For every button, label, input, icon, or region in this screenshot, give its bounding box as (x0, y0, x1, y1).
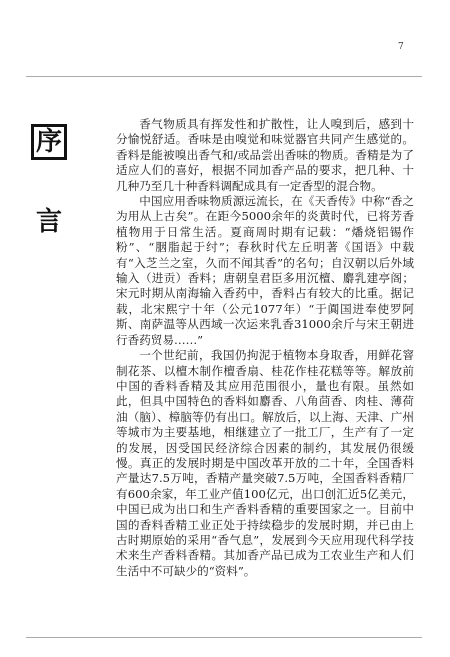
page-number: 7 (398, 42, 404, 52)
body-text (116, 117, 414, 579)
paragraph: 香气物质具有挥发性和扩散性，让人嗅到后，感到十分愉悦舒适。香味是由嗅觉和味觉器官共同产生感觉的。香料是能被嗅出香气和/或品尝出香味的物质。香精是为了适应人们的喜好，根据不同加香产品的要求，把几种、十几种乃至几十种香料调配成具有一定香型的混合物。 (116, 117, 414, 193)
bottom-rule (26, 637, 422, 638)
title-char-words: 言 (35, 207, 62, 237)
top-rule (26, 76, 422, 77)
title-char-preface: 序 (31, 124, 67, 160)
paragraph: 中国应用香味物质源远流长，在《天香传》中称“香之为用从上古矣”。在距今5000余年的炎黄时代，已将芳香植物用于日常生活。夏商周时期有记载：“燔烧铝锡作粉”、“胭脂起于纣”；春秋时代左丘明著《国语》中载有“入芝兰之室，久而不闻其香”的名句；自汉朝以后外域输入（进贡）香料；唐朝皇君臣多用沉檀、麝乳建亭阁；宋元时期从南海输入香药中，香料占有较大的比重。据记载，北宋熙宁十年（公元1077年）“于阗国进奉使罗阿斯、南萨温等从西域一次运来乳香31000余斤与宋王朝进行香药贸易……” (116, 194, 414, 347)
paragraph: 一个世纪前，我国仍拘泥于植物本身取香，用鲜花窨制花茶、以檀木制作檀香扇、桂花作桂花糕等等。解放前中国的香料香精及其应用范围很小，量也有限。虽然如此，但具中国特色的香料如麝香、八角茴香、肉桂、薄荷油（脑）、樟脑等仍有出口。解放后，以上海、天津、广州等城市为主要基地，相继建立了一批工厂，生产有了一定的发展，因受国民经济综合因素的制约，其发展仍很缓慢。真正的发展时期是中国改革开放的二十年，全国香料产量达7.5万吨，香精产量突破7.5万吨，全国香料香精厂有600余家，年工业产值100亿元，出口创汇近5亿美元，中国已成为出口和生产香料香精的重要国家之一。目前中国的香料香精工业正处于持续稳步的发展时期，并已由上古时期原始的采用“香气息”，发展到今天应用现代科学技术来生产香料香精。其加香产品已成为工农业生产和人们生活中不可缺少的“资料”。 (116, 348, 414, 578)
section-title (31, 124, 67, 284)
